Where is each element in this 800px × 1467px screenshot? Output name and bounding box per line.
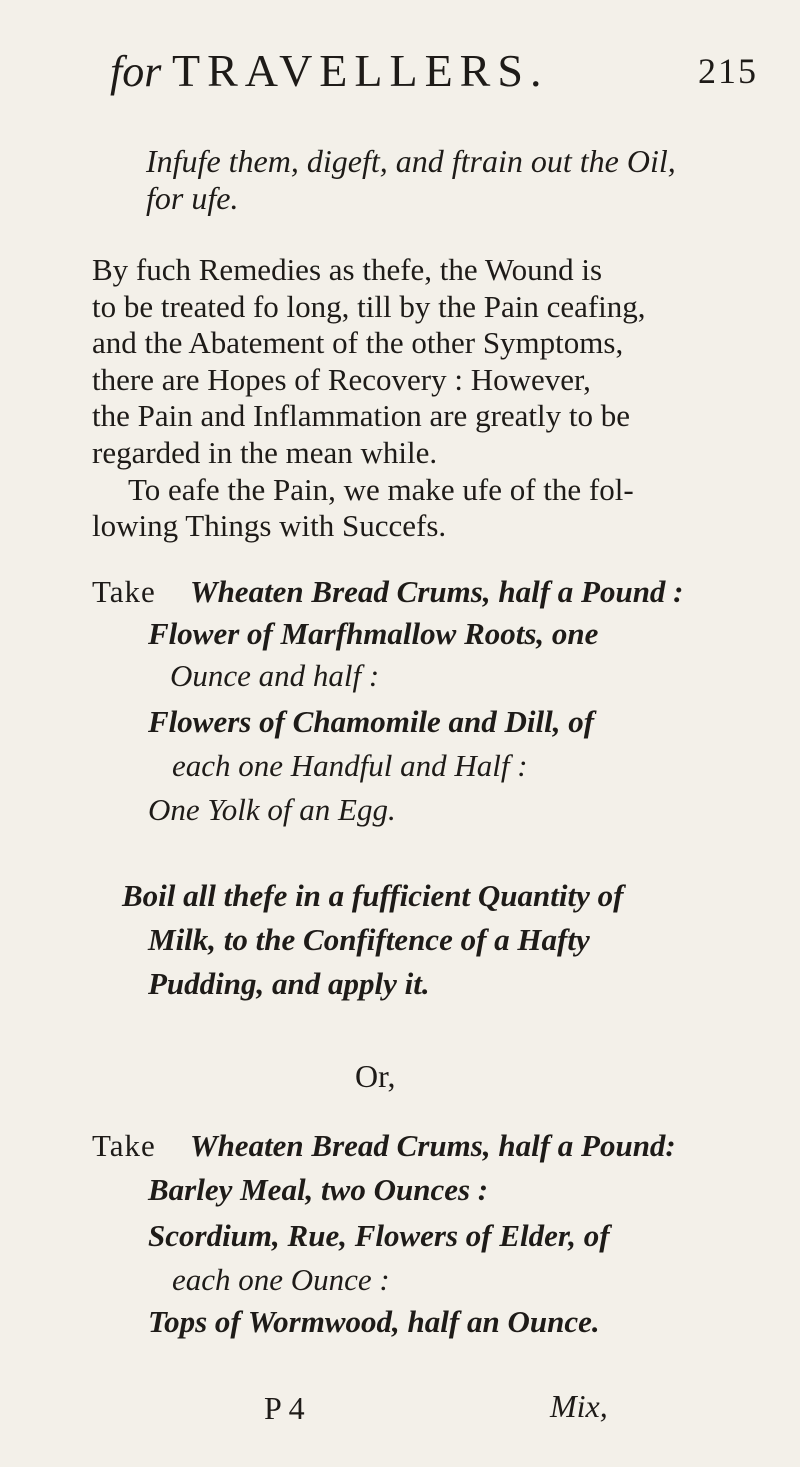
recipe-2-take: Take <box>92 1128 156 1163</box>
or-label: Or, <box>355 1058 396 1094</box>
page-number: 215 <box>698 51 758 91</box>
intro-line-2: for ufe. <box>146 180 239 216</box>
header-for: for <box>110 47 162 96</box>
catchword: Mix, <box>550 1388 608 1424</box>
paragraph-1-line: To eafe the Pain, we make ufe of the fol- <box>128 471 634 507</box>
recipe-1-line: Wheaten Bread Crums, half a Pound : <box>190 574 684 609</box>
paragraph-1-line: lowing Things with Succefs. <box>92 508 447 544</box>
running-header <box>110 40 758 100</box>
instruction-line: Pudding, and apply it. <box>148 966 430 1001</box>
recipe-2-line: Scordium, Rue, Flowers of Elder, of <box>148 1218 610 1253</box>
paragraph-1-line: By fuch Remedies as thefe, the Wound is <box>92 252 603 287</box>
recipe-2-line: Wheaten Bread Crums, half a Pound: <box>190 1128 676 1163</box>
recipe-1-take: Take <box>92 574 156 609</box>
paragraph-1-line: there are Hopes of Recovery : However, <box>92 361 591 397</box>
recipe-1-line: each one Handful and Half : <box>172 748 528 783</box>
recipe-1-line: Flower of Marfhmallow Roots, one <box>148 616 599 651</box>
recipe-2-line: each one Ounce : <box>172 1262 390 1297</box>
recipe-1-line: One Yolk of an Egg. <box>148 792 396 827</box>
paragraph-1-line: the Pain and Inflammation are greatly to be <box>92 398 631 434</box>
instruction-line: Boil all thefe in a fufficient Quantity of <box>122 878 624 913</box>
intro-line-1: Infufe them, digeft, and ftrain out the Oil, <box>146 143 676 179</box>
paragraph-1-line: and the Abatement of the other Symptoms, <box>92 325 624 361</box>
recipe-2-line: Barley Meal, two Ounces : <box>148 1172 489 1207</box>
paragraph-1 <box>92 252 772 545</box>
signature-mark: P 4 <box>264 1390 305 1426</box>
recipe-1-line: Ounce and half : <box>170 658 380 693</box>
paragraph-1-line: regarded in the mean while. <box>92 434 438 470</box>
instruction-line: Milk, to the Confiftence of a Hafty <box>148 922 590 957</box>
recipe-2-line: Tops of Wormwood, half an Ounce. <box>148 1304 600 1339</box>
header-title: TRAVELLERS. <box>172 45 549 96</box>
paragraph-1-line: to be treated fo long, till by the Pain ceafing, <box>92 288 646 324</box>
recipe-1-line: Flowers of Chamomile and Dill, of <box>148 704 595 739</box>
